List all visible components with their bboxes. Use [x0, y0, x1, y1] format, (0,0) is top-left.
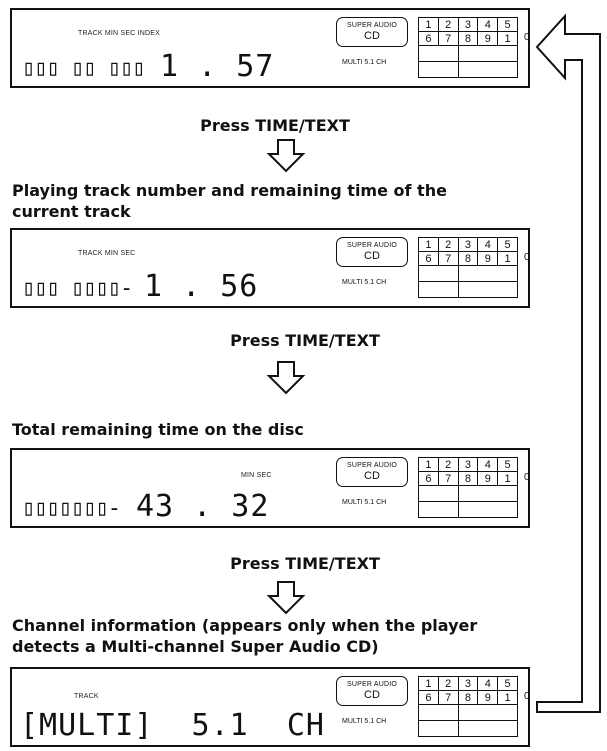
display-text: [MULTI] 5.1 CH: [20, 708, 325, 743]
track-grid: 1 2 3 4 5 6 7 8 9 1: [418, 17, 518, 78]
indicator-label: MIN SEC: [241, 472, 272, 479]
display-panel-1: [10, 8, 530, 88]
track-grid: 1 2 3 4 5 6 7 8 9 1: [418, 457, 518, 518]
segment-placeholder: ▯▯▯ ▯▯▯▯-: [22, 276, 133, 301]
display-text: 43 . 32: [136, 489, 270, 524]
track-grid: 1 2 3 4 5 6 7 8 9 1: [418, 676, 518, 737]
down-arrow-icon: [266, 580, 306, 616]
indicator-label: TRACK MIN SEC INDEX: [78, 30, 160, 37]
multi-channel-label: MULTI 5.1 CH: [342, 279, 387, 286]
grid-overflow-char: 0: [524, 691, 530, 702]
super-audio-cd-badge: SUPER AUDIO CD: [336, 676, 408, 706]
press-instruction-2: Press TIME/TEXT: [230, 331, 380, 350]
segment-placeholder: ▯▯▯▯▯▯▯-: [22, 496, 120, 521]
down-arrow-icon: [266, 138, 306, 174]
indicator-label: TRACK: [74, 693, 99, 700]
caption-2: Total remaining time on the disc: [12, 420, 304, 439]
press-instruction-3: Press TIME/TEXT: [230, 554, 380, 573]
down-arrow-icon: [266, 360, 306, 396]
caption-1: Playing track number and remaining time of the current track: [12, 181, 447, 221]
multi-channel-label: MULTI 5.1 CH: [342, 499, 387, 506]
segment-placeholder: ▯▯▯ ▯▯ ▯▯▯: [22, 56, 145, 81]
caption-3: Channel information (appears only when the player detects a Multi-channel Super Audio CD): [12, 616, 478, 656]
super-audio-cd-badge: SUPER AUDIO CD: [336, 457, 408, 487]
indicator-label: TRACK MIN SEC: [78, 250, 136, 257]
super-audio-cd-badge: SUPER AUDIO CD: [336, 237, 408, 267]
press-instruction-1: Press TIME/TEXT: [200, 116, 350, 135]
display-text: 1 . 56: [144, 269, 259, 304]
grid-overflow-char: 0: [524, 252, 530, 263]
display-text: 1 . 57: [160, 49, 275, 84]
multi-channel-label: MULTI 5.1 CH: [342, 718, 387, 725]
track-grid: 1 2 3 4 5 6 7 8 9 1: [418, 237, 518, 298]
multi-channel-label: MULTI 5.1 CH: [342, 59, 387, 66]
grid-overflow-char: 0: [524, 32, 530, 43]
super-audio-cd-badge: SUPER AUDIO CD: [336, 17, 408, 47]
display-panel-3: [10, 448, 530, 528]
display-panel-2: [10, 228, 530, 308]
display-panel-4: [10, 667, 530, 747]
grid-overflow-char: 0: [524, 472, 530, 483]
